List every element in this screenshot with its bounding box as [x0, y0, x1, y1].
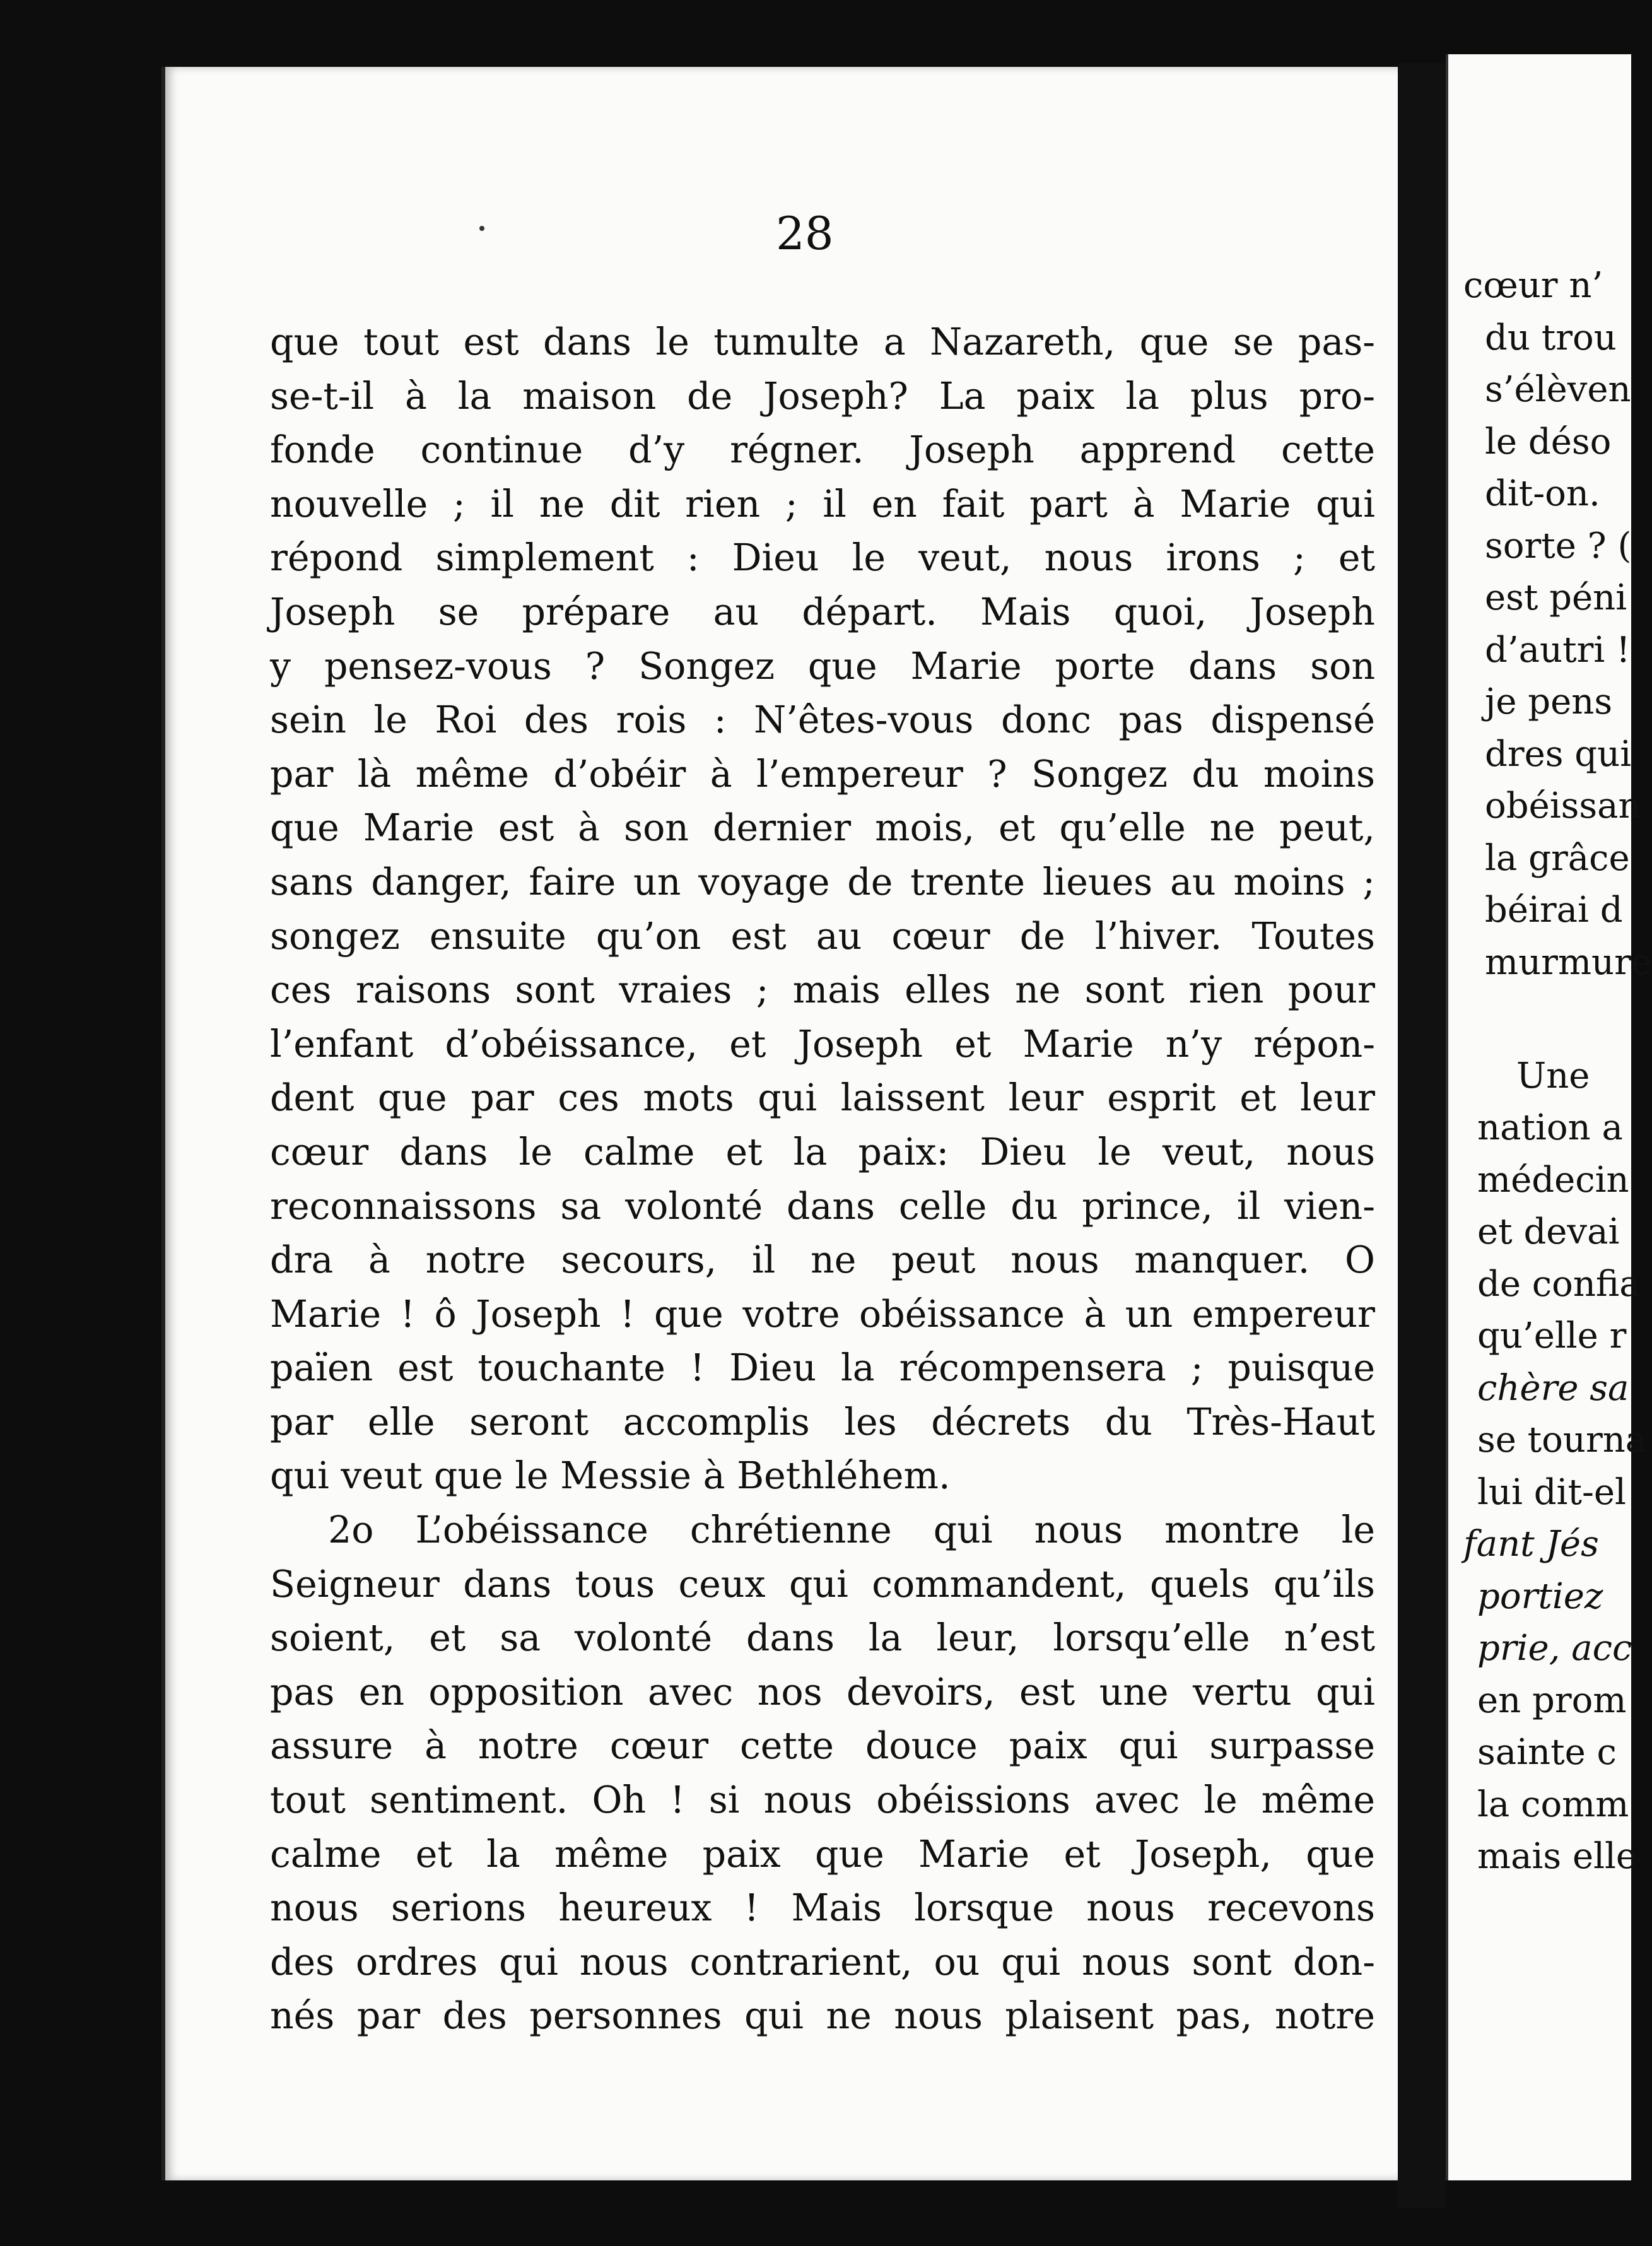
- text-line: sorte ? (: [1485, 525, 1632, 567]
- text-line: béirai d: [1485, 890, 1623, 931]
- text-line: Marie ! ô Joseph ! que votre obéissance à un empereur: [270, 1292, 1375, 1336]
- text-line: fonde continue d’y régner. Joseph apprend cette: [270, 428, 1375, 472]
- text-line: que tout est dans le tumulte a Nazareth, que se pas-: [270, 320, 1375, 363]
- text-line: soient, et sa volonté dans la leur, lorsqu’elle n’est: [270, 1616, 1375, 1660]
- text-line: d’autri !: [1485, 629, 1631, 671]
- text-line: sans danger, faire un voyage de trente lieues au moins ;: [270, 860, 1375, 903]
- text-line: nouvelle ; il ne dit rien ; il en fait part à Marie qui: [270, 482, 1375, 526]
- text-line: nés par des personnes qui ne nous plaisent pas, notre: [270, 1994, 1375, 2038]
- text-line: est péni: [1485, 577, 1627, 618]
- text-line: y pensez-vous ? Songez que Marie porte dans son: [270, 644, 1375, 688]
- text-line: dres qui: [1485, 733, 1632, 775]
- text-line: dent que par ces mots qui laissent leur esprit et leur: [270, 1076, 1375, 1120]
- text-line: pas en opposition avec nos devoirs, est une vertu qui: [270, 1670, 1375, 1714]
- text-line: qui veut que le Messie à Bethléhem.: [270, 1454, 951, 1498]
- text-line: nation a: [1477, 1107, 1623, 1148]
- text-line: sein le Roi des rois : N’êtes-vous donc pas dispensé: [270, 698, 1375, 742]
- text-line: Joseph se prépare au départ. Mais quoi, Joseph: [270, 590, 1375, 633]
- text-line: païen est touchante ! Dieu la récompensera ; puisque: [270, 1346, 1375, 1390]
- text-line: reconnaissons sa volonté dans celle du prince, il vien-: [270, 1184, 1375, 1228]
- text-line: des ordres qui nous contrarient, ou qui nous sont don-: [270, 1940, 1375, 1984]
- text-line: je pens: [1485, 681, 1613, 722]
- text-line: obéissan: [1485, 785, 1641, 826]
- text-line: dra à notre secours, il ne peut nous manquer. O: [270, 1238, 1375, 1282]
- text-line: 2o L’obéissance chrétienne qui nous montre le: [328, 1508, 1375, 1552]
- text-line: nous serions heureux ! Mais lorsque nous recevons: [270, 1886, 1375, 1930]
- text-line: la grâce: [1485, 837, 1630, 879]
- text-line: Seigneur dans tous ceux qui commandent, quels qu’ils: [270, 1562, 1375, 1606]
- text-line: lui dit-el: [1477, 1471, 1626, 1513]
- right-page-text: [1463, 260, 1652, 1883]
- text-line: l’enfant d’obéissance, et Joseph et Marie n’y répon-: [270, 1022, 1375, 1066]
- left-page-text: [270, 315, 1375, 2043]
- text-line: se-t-il à la maison de Joseph? La paix la plus pro-: [270, 374, 1375, 418]
- text-line: portiez: [1477, 1575, 1603, 1617]
- text-line: par elle seront accomplis les décrets du Très-Haut: [270, 1400, 1375, 1443]
- text-line: assure à notre cœur cette douce paix qui surpasse: [270, 1724, 1375, 1768]
- text-line: médecin: [1477, 1159, 1629, 1201]
- text-line: prie, acc: [1477, 1628, 1632, 1669]
- text-line: la comm: [1477, 1784, 1629, 1825]
- text-line: cœur dans le calme et la paix: Dieu le veut, nous: [270, 1130, 1375, 1173]
- text-line: murmure: [1485, 941, 1652, 983]
- text-line: le déso: [1485, 421, 1612, 462]
- text-line: cœur n’: [1463, 265, 1603, 306]
- page-number: 28: [776, 207, 834, 260]
- text-line: répond simplement : Dieu le veut, nous irons ; et: [270, 536, 1375, 580]
- text-line: calme et la même paix que Marie et Joseph, que: [270, 1832, 1375, 1876]
- text-line: s’élèven: [1485, 369, 1631, 410]
- text-line: Une: [1516, 1055, 1590, 1097]
- text-line: et devai: [1477, 1211, 1620, 1252]
- text-line: sainte c: [1477, 1732, 1617, 1773]
- text-line: en prom: [1477, 1679, 1627, 1721]
- text-line: se tourna: [1477, 1420, 1647, 1461]
- text-line: qu’elle r: [1477, 1315, 1627, 1356]
- text-line: chère sa: [1477, 1367, 1629, 1409]
- text-line: dit-on.: [1485, 473, 1600, 514]
- book-gutter: [1398, 63, 1446, 2208]
- text-line: fant Jés: [1463, 1524, 1599, 1565]
- text-line: ces raisons sont vraies ; mais elles ne sont rien pour: [270, 968, 1375, 1012]
- text-line: tout sentiment. Oh ! si nous obéissions avec le même: [270, 1779, 1375, 1822]
- text-line: que Marie est à son dernier mois, et qu’elle ne peut,: [270, 806, 1375, 850]
- text-line: de confia: [1477, 1263, 1641, 1305]
- text-line: par là même d’obéir à l’empereur ? Songez du moins: [270, 752, 1375, 796]
- text-line: du trou: [1485, 317, 1617, 358]
- text-line: mais elle: [1477, 1836, 1637, 1877]
- text-line: songez ensuite qu’on est au cœur de l’hiver. Toutes: [270, 914, 1375, 958]
- ink-speck: [479, 226, 484, 231]
